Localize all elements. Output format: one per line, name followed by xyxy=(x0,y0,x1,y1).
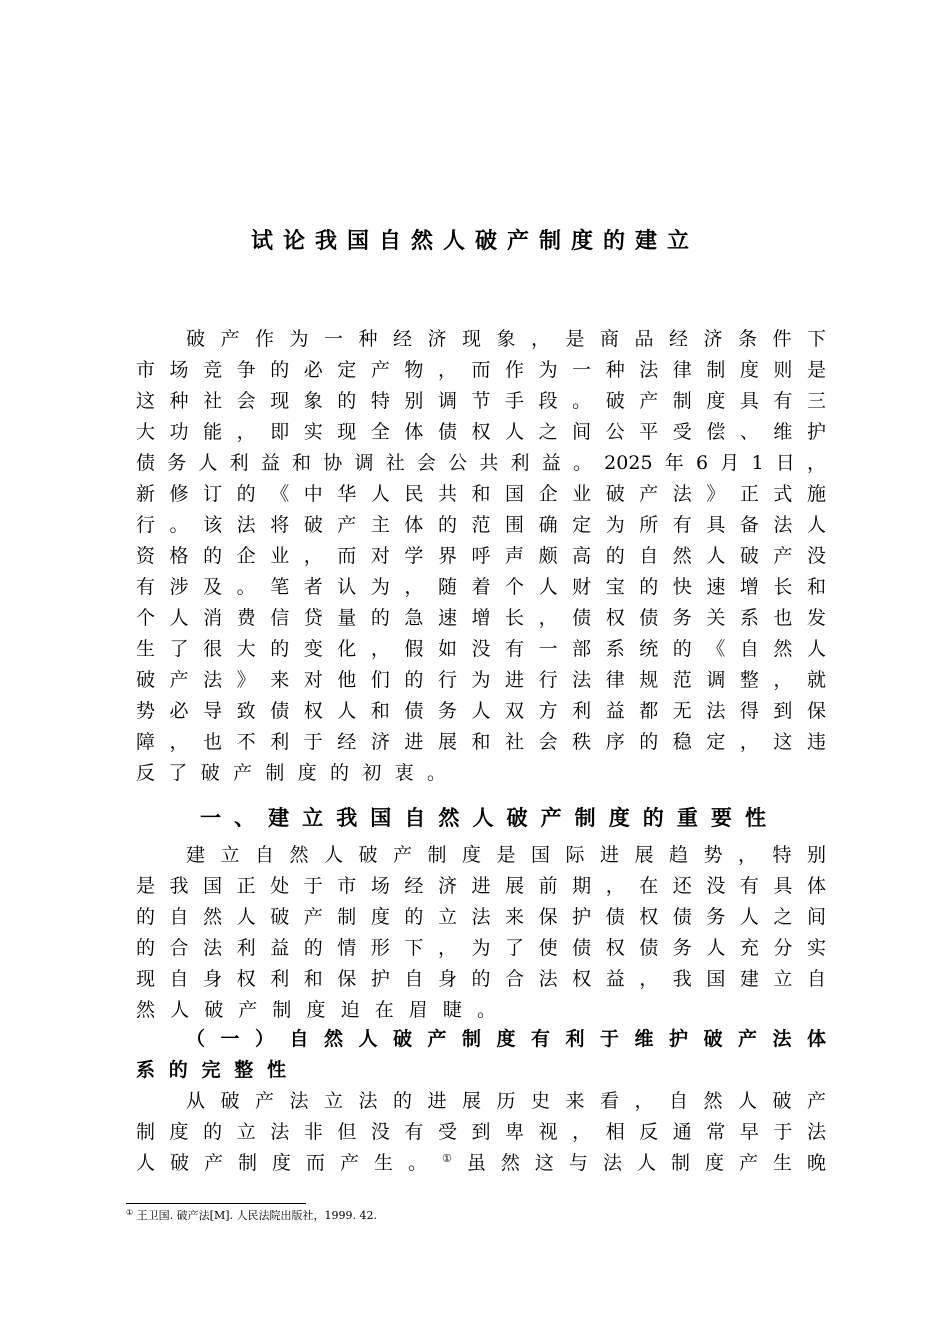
paragraph-line: 制度的立法非但没有受到卑视，相反通常早于法 xyxy=(136,1121,826,1143)
paragraph-line: 的自然人破产制度的立法来保护债权债务人之间 xyxy=(136,906,826,928)
paragraph-line: 然人破产制度迫在眉睫。 xyxy=(136,999,496,1021)
section-heading-importance: 一、建立我国自然人破产制度的重要性 xyxy=(200,806,766,830)
paragraph-line: 从破产法立法的进展历史来看，自然人破产 xyxy=(186,1090,826,1112)
paragraph-line: 债务人利益和协调社会公共利益。2025年6月1日， xyxy=(136,452,826,474)
footnote-text: 王卫国. 破产法[M]. 人民法院出版社，1999. 42. xyxy=(136,1209,377,1222)
paragraph-line: 势必导致债权人和债务人双方利益都无法得到保 xyxy=(136,700,826,722)
paragraph-line: 的合法利益的情形下，为了使债权债务人充分实 xyxy=(136,937,826,959)
paragraph-line-text: 人破产制度而产生。 xyxy=(136,1152,443,1174)
document-title: 试论我国自然人破产制度的建立 xyxy=(250,229,699,254)
subsection-heading-line: （一）自然人破产制度有利于维护破产法体 xyxy=(186,1028,826,1050)
paragraph-line: 这种社会现象的特别调节手段。破产制度具有三 xyxy=(136,390,826,412)
paragraph-line: 大功能，即实现全体债权人之间公平受偿、维护 xyxy=(136,421,826,443)
paragraph-line: 新修订的《中华人民共和国企业破产法》正式施 xyxy=(136,483,826,505)
paragraph-line: 资格的企业，而对学界呼声颇高的自然人破产没 xyxy=(136,545,826,567)
paragraph-line-text: 虽然这与法人制度产生晚 xyxy=(466,1152,826,1174)
paragraph-line: 破产作为一种经济现象，是商品经济条件下 xyxy=(186,328,826,350)
paragraph-line: 个人消费信贷量的急速增长，债权债务关系也发 xyxy=(136,607,826,629)
paragraph-line: 是我国正处于市场经济进展前期，在还没有具体 xyxy=(136,875,826,897)
paragraph-line: 有涉及。笔者认为，随着个人财宝的快速增长和 xyxy=(136,576,826,598)
paragraph-line: 破产法》来对他们的行为进行法律规范调整，就 xyxy=(136,669,826,691)
paragraph-line: 现自身权利和保护自身的合法权益，我国建立自 xyxy=(136,968,826,990)
footnote-marker: ① xyxy=(126,1208,134,1217)
footnote-reference: ① xyxy=(442,1152,467,1165)
footnote xyxy=(126,1208,377,1224)
paragraph-line: 反了破产制度的初衷。 xyxy=(136,762,446,784)
subsection-heading-line: 系的完整性 xyxy=(136,1059,286,1081)
paragraph-line: 障，也不利于经济进展和社会秩序的稳定，这违 xyxy=(136,731,826,753)
paragraph-line: 生了很大的变化，假如没有一部系统的《自然人 xyxy=(136,638,826,660)
footnote-separator xyxy=(126,1203,306,1204)
paragraph-line: 行。该法将破产主体的范围确定为所有具备法人 xyxy=(136,514,826,536)
paragraph-line xyxy=(136,1148,826,1179)
paragraph-line: 市场竞争的必定产物，而作为一种法律制度则是 xyxy=(136,359,826,381)
paragraph-line: 建立自然人破产制度是国际进展趋势，特别 xyxy=(186,844,826,866)
